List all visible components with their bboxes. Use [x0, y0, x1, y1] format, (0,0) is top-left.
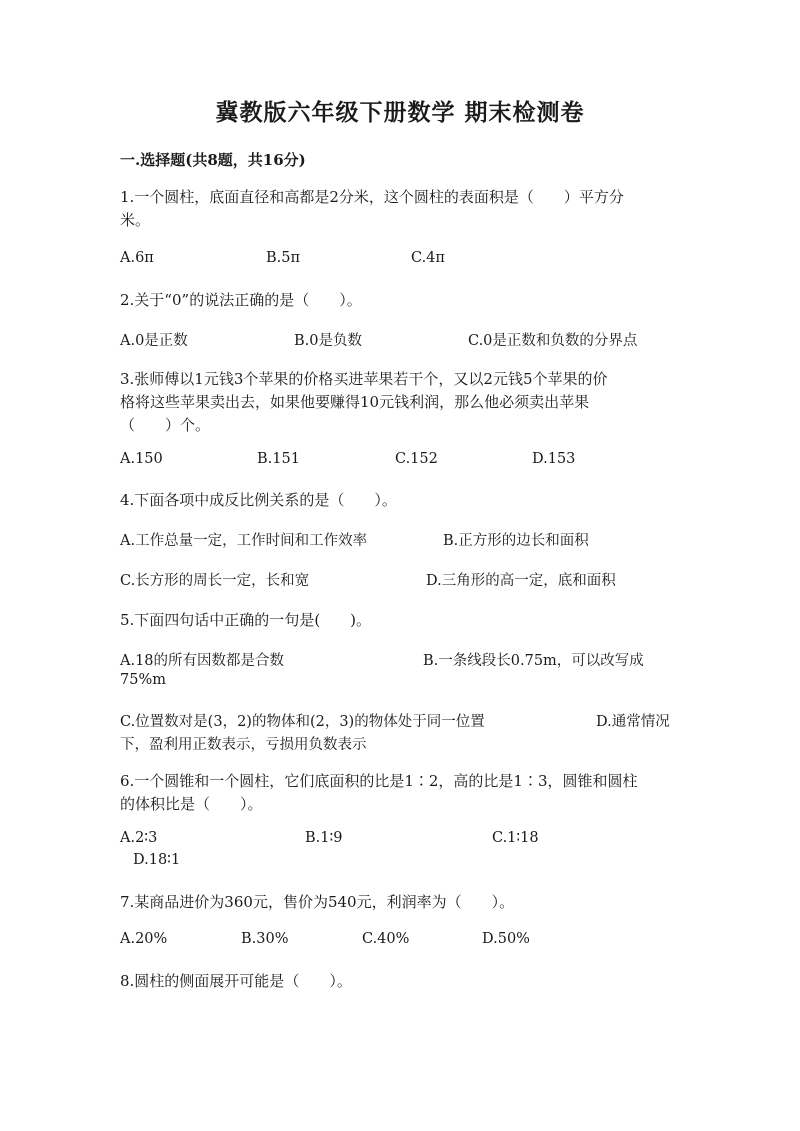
question-4-option-c: C.长方形的周长一定，长和宽: [120, 573, 310, 589]
question-7-option-b: B.30%: [241, 931, 289, 947]
question-6-line-2: 的体积比是（ ）。: [120, 795, 263, 813]
question-1-line-2: 米。: [120, 211, 151, 229]
question-3-option-a: A.150: [120, 451, 163, 467]
question-3-line-3: （ ）个。: [120, 416, 211, 434]
question-5-option-c: C.位置数对是(3，2)的物体和(2，3)的物体处于同一位置: [120, 714, 485, 730]
question-7-option-c: C.40%: [362, 931, 410, 947]
question-8-stem: 8.圆柱的侧面展开可能是（ ）。: [120, 972, 352, 990]
question-4-option-b: B.正方形的边长和面积: [443, 533, 589, 549]
question-1-option-c: C.4π: [411, 250, 445, 266]
question-5-option-d: D.通常情况: [596, 714, 670, 730]
question-5-stem: 5.下面四句话中正确的一句是( )。: [120, 611, 372, 629]
question-6-line-1: 6.一个圆锥和一个圆柱，它们底面积的比是1∶2，高的比是1∶3，圆锥和圆柱: [120, 772, 638, 790]
question-2-stem: 2.关于“0”的说法正确的是（ ）。: [120, 291, 362, 309]
question-2-option-a: A.0是正数: [120, 333, 188, 349]
question-4-option-a: A.工作总量一定，工作时间和工作效率: [120, 533, 368, 549]
question-6-option-b: B.1∶9: [305, 830, 343, 846]
question-1-line-1: 1.一个圆柱，底面直径和高都是2分米，这个圆柱的表面积是（ ）平方分: [120, 188, 624, 206]
question-3-option-b: B.151: [257, 451, 300, 467]
question-5-option-b: B.一条线段长0.75m，可以改写成: [423, 653, 644, 669]
question-7-option-a: A.20%: [120, 931, 168, 947]
question-7-option-d: D.50%: [482, 931, 530, 947]
question-6-stem: [120, 770, 680, 816]
question-3-line-2: 格将这些苹果卖出去，如果他要赚得10元钱利润，那么他必须卖出苹果: [120, 393, 590, 411]
question-3-option-c: C.152: [395, 451, 438, 467]
question-5-option-a: A.18的所有因数都是合数: [120, 653, 285, 669]
section-header: 一.选择题(共8题，共16分): [120, 151, 306, 169]
question-1-option-b: B.5π: [266, 250, 301, 266]
page-title: 冀教版六年级下册数学 期末检测卷: [215, 99, 585, 126]
question-1-stem: [120, 186, 680, 232]
question-2-option-c: C.0是正数和负数的分界点: [468, 333, 638, 349]
question-6-option-c: C.1∶18: [492, 830, 539, 846]
question-4-stem: 4.下面各项中成反比例关系的是（ ）。: [120, 491, 397, 509]
question-5-option-d-continued: 下，盈利用正数表示，亏损用负数表示: [120, 737, 367, 753]
question-2-option-b: B.0是负数: [294, 333, 362, 349]
question-5-option-b-continued: 75%m: [120, 672, 166, 688]
question-6-option-a: A.2∶3: [120, 830, 158, 846]
question-3-line-1: 3.张师傅以1元钱3个苹果的价格买进苹果若干个，又以2元钱5个苹果的价: [120, 370, 608, 388]
question-7-stem: 7.某商品进价为360元，售价为540元，利润率为（ ）。: [120, 893, 515, 911]
question-6-option-d: D.18∶1: [133, 852, 181, 868]
question-3-stem: [120, 368, 680, 437]
question-4-option-d: D.三角形的高一定，底和面积: [426, 573, 616, 589]
question-1-option-a: A.6π: [120, 250, 154, 266]
question-3-option-d: D.153: [532, 451, 576, 467]
